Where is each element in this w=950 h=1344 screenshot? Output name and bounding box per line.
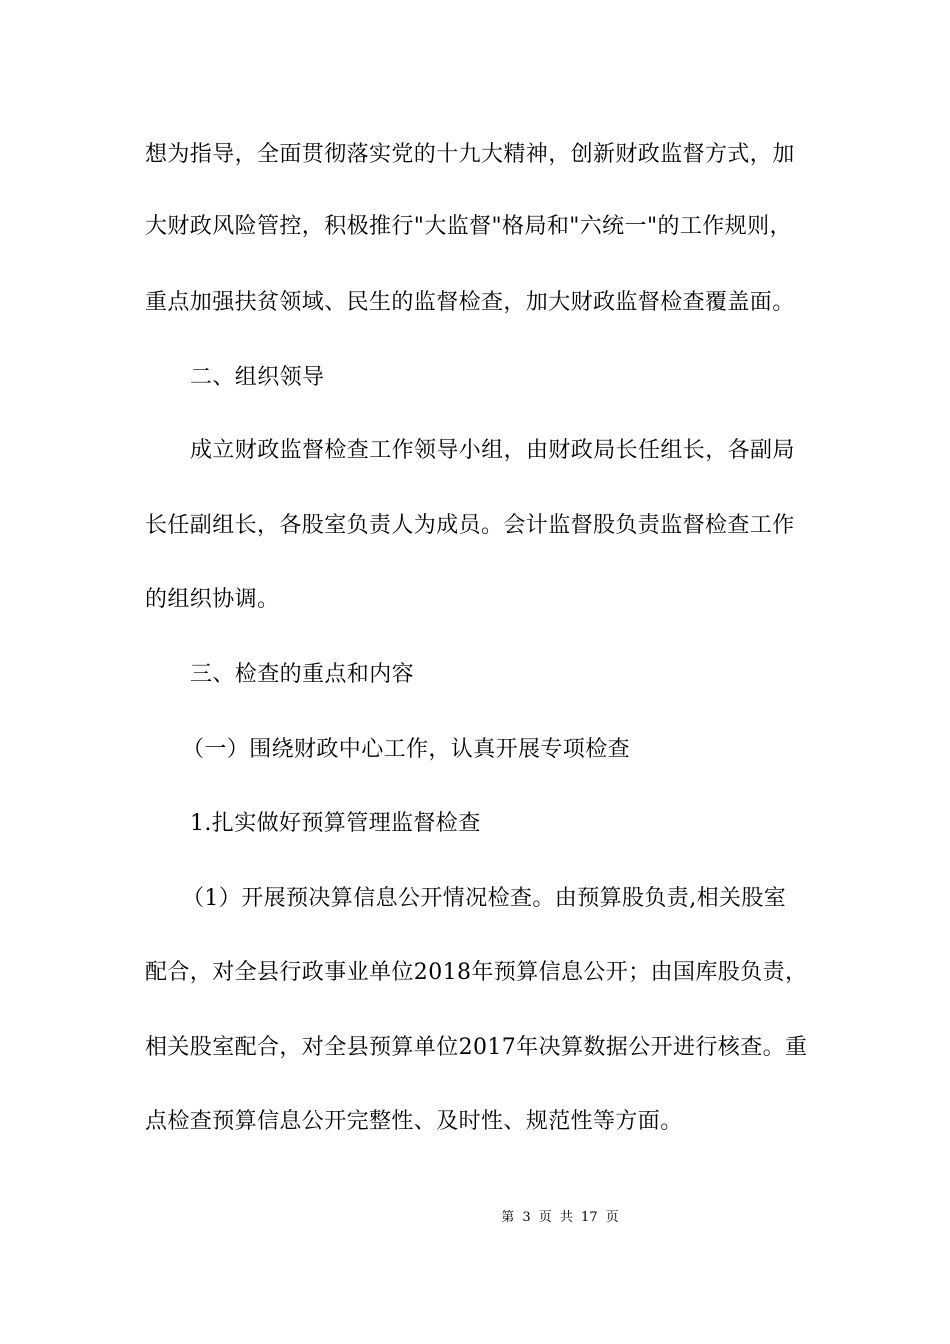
page-number-footer: 第 3 页 共 17 页: [501, 1210, 619, 1225]
subsection-heading: 1.扎实做好预算管理监督检查: [190, 811, 481, 836]
paragraph-line: 配合，对全县行政事业单位2018年预算信息公开；由国库股负责，: [145, 960, 808, 985]
paragraph-line: 点检查预算信息公开完整性、及时性、规范性等方面。: [145, 1109, 683, 1134]
paragraph-line: （1）开展预决算信息公开情况检查。由预算股负责,相关股室: [182, 886, 787, 911]
paragraph-line: 大财政风险管控，积极推行"大监督"格局和"六统一"的工作规则，: [145, 214, 792, 239]
section-heading: 三、检查的重点和内容: [190, 662, 415, 687]
paragraph-line: 相关股室配合，对全县预算单位2017年决算数据公开进行核查。重: [145, 1035, 808, 1060]
paragraph-line: 想为指导，全面贯彻落实党的十九大精神，创新财政监督方式，加: [145, 142, 795, 167]
subsection-heading: （一）围绕财政中心工作，认真开展专项检查: [182, 737, 631, 762]
paragraph-line: 重点加强扶贫领域、民生的监督检查，加大财政监督检查覆盖面。: [145, 290, 795, 315]
paragraph-line: 长任副组长，各股室负责人为成员。会计监督股负责监督检查工作: [145, 513, 795, 538]
paragraph-line: 成立财政监督检查工作领导小组，由财政局长任组长，各副局: [190, 438, 795, 463]
section-heading: 二、组织领导: [190, 365, 325, 390]
paragraph-line: 的组织协调。: [145, 587, 280, 612]
